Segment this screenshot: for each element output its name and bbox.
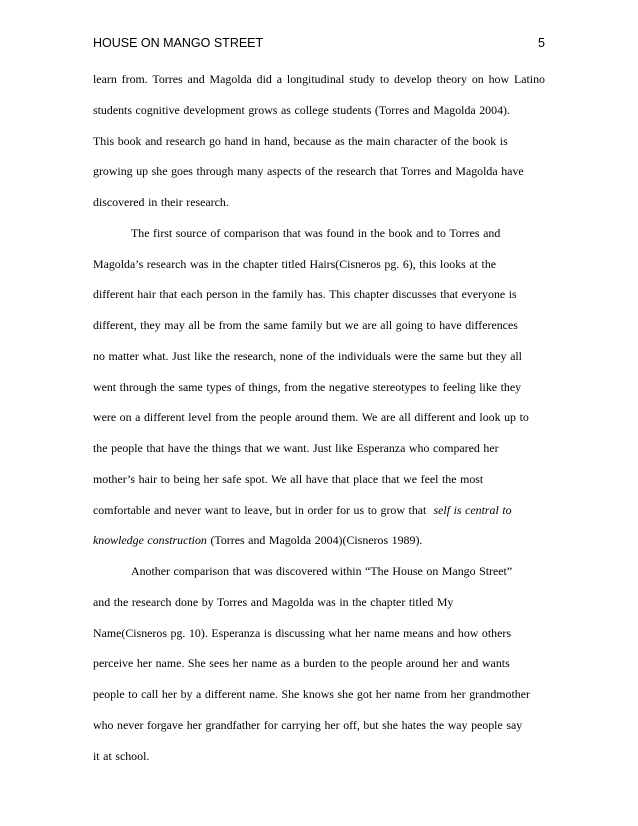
- text-line: no matter what. Just like the research, none of the individuals were the same but they all: [93, 348, 522, 363]
- text-line: went through the same types of things, from the negative stereotypes to feeling like they: [93, 379, 522, 394]
- text-line: growing up she goes through many aspects of the research that Torres and Magolda have: [93, 164, 524, 179]
- text-line: perceive her name. She sees her name as a burden to the people around her and wants: [93, 656, 510, 671]
- text-line: different hair that each person in the family has. This chapter discusses that everyone is: [93, 287, 517, 302]
- text-line: This book and research go hand in hand, because as the main character of the book is: [93, 133, 508, 148]
- italic-phrase: self is central to: [433, 502, 512, 517]
- text-line: people to call her by a different name. She knows she got her name from her grandmother: [93, 687, 530, 701]
- text-line: [93, 495, 545, 526]
- text-segment: comfortable and never want to leave, but in order for us to grow that: [93, 502, 427, 517]
- text-line: discovered in their research.: [93, 195, 229, 209]
- running-head: HOUSE ON MANGO STREET: [93, 36, 264, 50]
- text-line: mother’s hair to being her safe spot. We all have that place that we feel the most: [93, 471, 484, 486]
- paragraph-start-line: The first source of comparison that was found in the book and to Torres and: [131, 225, 501, 240]
- text-line: the people that have the things that we want. Just like Esperanza who compared her: [93, 441, 499, 455]
- text-line: were on a different level from the people around them. We are all different and look up to: [93, 410, 529, 425]
- text-line: it at school.: [93, 748, 150, 763]
- page-number: 5: [538, 36, 545, 50]
- text-line: Name(Cisneros pg. 10). Esperanza is discussing what her name means and how others: [93, 625, 511, 640]
- text-line: different, they may all be from the same family but we are all going to have differences: [93, 318, 518, 332]
- text-line: and the research done by Torres and Magolda was in the chapter titled My: [93, 594, 454, 609]
- italic-phrase: knowledge construction: [93, 533, 207, 548]
- text-line: who never forgave her grandfather for carrying her off, but she hates the way people say: [93, 717, 523, 732]
- body-text: [93, 64, 545, 771]
- text-line: Magolda’s research was in the chapter titled Hairs(Cisneros pg. 6), this looks at the: [93, 256, 497, 271]
- text-line: students cognitive development grows as college students (Torres and Magolda 2004).: [93, 102, 510, 117]
- citation: (Torres and Magolda 2004)(Cisneros 1989).: [210, 533, 423, 548]
- paragraph-start-line: Another comparison that was discovered within “The House on Mango Street”: [131, 564, 513, 578]
- text-line: learn from. Torres and Magolda did a longitudinal study to develop theory on how Latino: [93, 72, 545, 86]
- text-line: [93, 525, 545, 556]
- page-header: [93, 36, 545, 54]
